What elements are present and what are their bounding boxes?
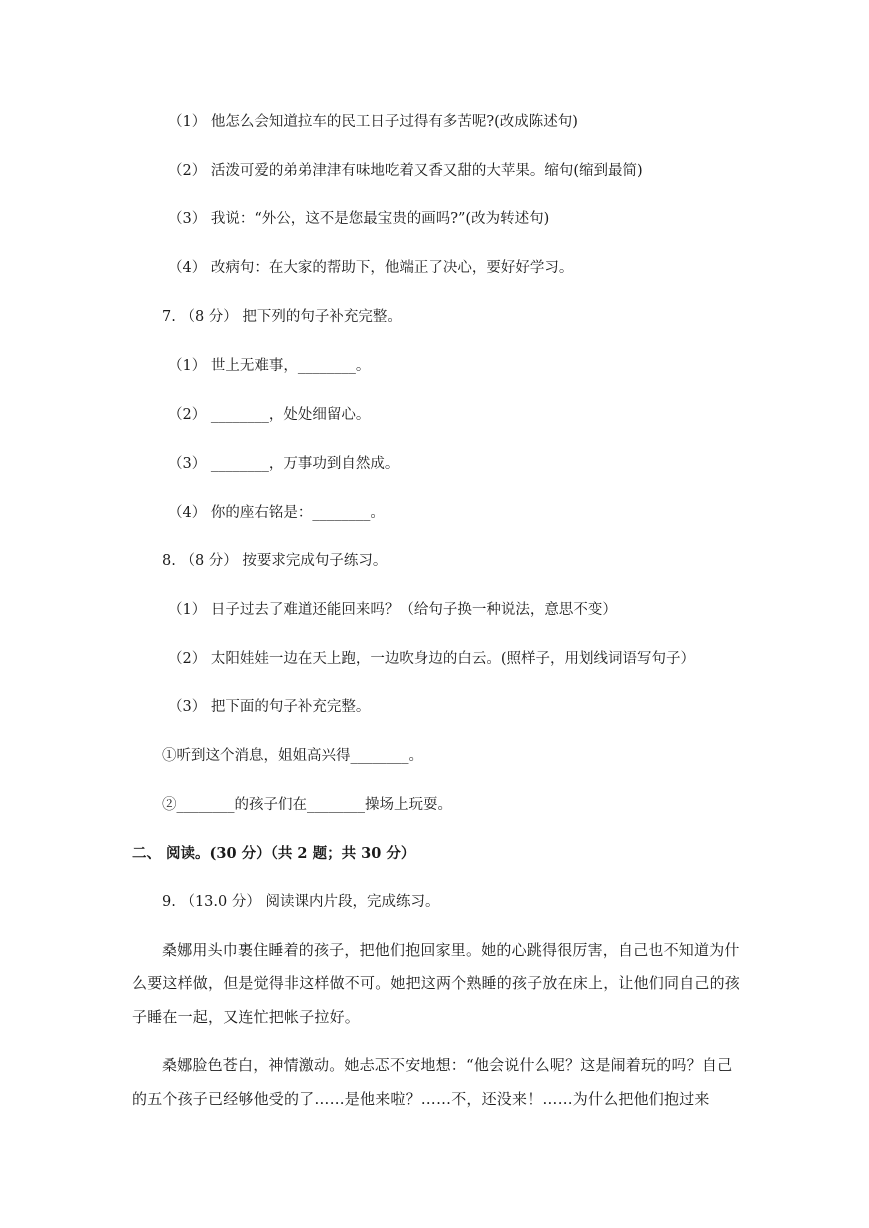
question-6-item-2: （2） 活泼可爱的弟弟津津有味地吃着又香又甜的大苹果。缩句(缩到最简) [168, 163, 643, 179]
question-8-item-2: （2） 太阳娃娃一边在天上跑，一边吹身边的白云。(照样子，用划线词语写句子） [168, 651, 695, 667]
section-2-heading: 二、 阅读。(30 分）（共 2 题；共 30 分） [132, 845, 416, 862]
question-8-item-1: （1） 日子过去了难道还能回来吗？（给句子换一种说法，意思不变） [168, 602, 617, 618]
reading-paragraph-2-line-1: 桑娜脸色苍白，神情激动。她忐忑不安地想：“他会说什么呢？这是闹着玩的吗？自己 [162, 1056, 733, 1074]
question-7-heading: 7. （8 分） 把下列的句子补充完整。 [162, 309, 402, 325]
question-8-fill-2: ②________的孩子们在________操场上玩耍。 [162, 797, 452, 813]
question-6-item-4: （4） 改病句：在大家的帮助下，他端正了决心，要好好学习。 [168, 260, 574, 276]
question-6-item-1: （1） 他怎么会知道拉车的民工日子过得有多苦呢?(改成陈述句) [168, 114, 578, 130]
question-6-item-3: （3） 我说：“外公，这不是您最宝贵的画吗?”(改为转述句) [168, 211, 550, 227]
question-8-fill-1: ①听到这个消息，姐姐高兴得________。 [162, 748, 423, 764]
question-9-heading: 9. （13.0 分） 阅读课内片段，完成练习。 [162, 894, 440, 910]
question-7-item-3: （3） ________，万事功到自然成。 [168, 456, 400, 472]
reading-paragraph-1-line-1: 桑娜用头巾裹住睡着的孩子，把他们抱回家里。她的心跳得很厉害，自己也不知道为什 [162, 941, 740, 959]
reading-paragraph-2-line-2: 的五个孩子已经够他受的了……是他来啦？……不，还没来！……为什么把他们抱过来 [132, 1090, 710, 1108]
question-7-item-1: （1） 世上无难事，________。 [168, 358, 371, 374]
question-8-item-3: （3） 把下面的句子补充完整。 [168, 699, 371, 715]
question-7-item-2: （2） ________，处处细留心。 [168, 407, 371, 423]
reading-paragraph-1-line-2: 么要这样做，但是觉得非这样做不可。她把这两个熟睡的孩子放在床上，让他们同自己的孩 [132, 974, 741, 992]
reading-paragraph-1-line-3: 子睡在一起，又连忙把帐子拉好。 [132, 1008, 361, 1026]
question-8-heading: 8. （8 分） 按要求完成句子练习。 [162, 553, 388, 569]
question-7-item-4: （4） 你的座右铭是：________。 [168, 505, 385, 521]
